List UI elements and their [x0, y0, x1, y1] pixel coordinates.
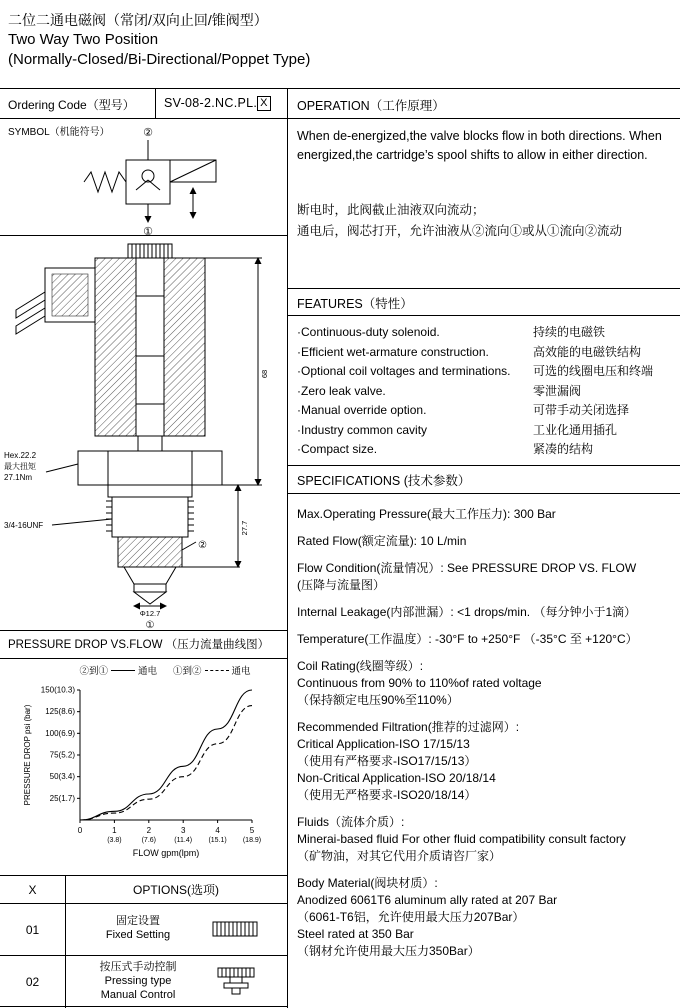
svg-text:2: 2 — [146, 826, 152, 835]
spec-flow-condition — [297, 560, 677, 594]
legend-label: 通电 — [231, 666, 251, 677]
specifications-list — [297, 506, 677, 970]
feature-zh: 工业化通用插孔 — [533, 422, 618, 437]
diameter-dim-label: Φ12.7 — [139, 609, 161, 618]
feature-zh: 高效能的电磁铁结构 — [533, 344, 642, 359]
feature-zh: 紧凑的结构 — [533, 442, 594, 456]
option-02-line-en2: Manual Control — [100, 989, 176, 1001]
ordering-code-x-box: X — [257, 96, 271, 111]
svg-text:50(3.4): 50(3.4) — [49, 772, 75, 782]
spec-line: Non-Critical Application-ISO 20/18/14 — [297, 771, 496, 785]
ordering-code-prefix: SV-08-2.NC.PL. — [164, 96, 258, 110]
spec-line: Max.Operating Pressure(最大工作压力): 300 Bar — [297, 507, 556, 521]
options-col-header: OPTIONS(选项) — [133, 883, 219, 897]
feature-en: ·Zero leak valve. — [297, 383, 386, 398]
features-section-title: FEATURES（特性） — [297, 297, 413, 311]
svg-text:25(1.7): 25(1.7) — [49, 793, 75, 803]
svg-text:0: 0 — [77, 826, 83, 835]
operation-text-zh1: 断电时，此阀截止油液双向流动； — [297, 203, 485, 217]
spec-line: （矿物油，对其它代用介质请咨厂家） — [297, 849, 502, 863]
svg-text:(7.6): (7.6) — [141, 837, 157, 844]
feature-item — [297, 401, 673, 421]
operation-section-title: OPERATION（工作原理） — [297, 99, 445, 113]
feature-zh: 可选的线圈电压和终端 — [533, 364, 654, 378]
feature-item — [297, 362, 673, 382]
feature-en: ·Compact size. — [297, 442, 378, 456]
svg-text:75(5.2): 75(5.2) — [49, 750, 75, 760]
spec-line: Coil Rating(线圈等级）: — [297, 659, 424, 673]
feature-item — [297, 343, 673, 363]
operation-text-zh2: 通电后，阀芯打开，允许油液从②流向①或从①流向②流动 — [297, 224, 623, 238]
valve-cross-section-drawing — [0, 236, 287, 629]
feature-item — [297, 323, 673, 343]
threaded-section — [112, 497, 188, 537]
feature-en: ·Manual override option. — [297, 403, 427, 417]
option-02-code: 02 — [25, 974, 40, 989]
spec-coil-rating — [297, 658, 677, 709]
ordering-code-label: Ordering Code（型号） — [8, 98, 135, 112]
pressure-drop-section-title: PRESSURE DROP VS.FLOW （压力流量曲线图） — [8, 639, 270, 651]
svg-text:PRESSURE DROP psi (bar): PRESSURE DROP psi (bar) — [23, 704, 32, 806]
feature-en: ·Continuous-duty solenoid. — [297, 325, 440, 339]
spec-line: Critical Application-ISO 17/15/13 — [297, 737, 470, 751]
pressure-flow-chart — [0, 680, 287, 864]
feature-en: ·Industry common cavity — [297, 422, 428, 437]
divider — [287, 493, 680, 494]
spec-line: Minerai-based fluid For other fluid compatibility consult factory — [297, 832, 626, 846]
legend-label: 通电 — [137, 666, 157, 677]
feature-item — [297, 440, 673, 460]
feature-zh: 零泄漏阀 — [533, 383, 582, 398]
coil-core-tube — [136, 258, 164, 436]
spec-line: Steel rated at 350 Bar — [297, 927, 414, 941]
svg-text:125(8.6): 125(8.6) — [45, 707, 75, 717]
spec-filtration — [297, 719, 677, 804]
spec-line: Continuous from 90% to 110%of rated voltage — [297, 676, 542, 690]
spec-rated-flow — [297, 533, 677, 550]
spec-body-material — [297, 875, 677, 960]
dashed-line-sample — [205, 670, 229, 671]
legend-item-solid — [79, 663, 157, 677]
option-01-line-en: Fixed Setting — [105, 929, 171, 941]
spec-line: Body Material(阀块材质）: — [297, 876, 438, 890]
spec-line: (压降与流量图） — [297, 578, 385, 592]
svg-text:(3.8): (3.8) — [107, 837, 122, 844]
divider — [0, 630, 287, 631]
manual-control-icon — [214, 966, 258, 996]
spec-line: （使用无严格要求-ISO20/18/14） — [297, 788, 477, 802]
subtitle-en: (Normally-Closed/Bi-Directional/Poppet Type) — [8, 51, 311, 68]
option-01-label — [68, 914, 208, 942]
spec-max-pressure — [297, 506, 677, 523]
feature-zh: 持续的电磁铁 — [533, 325, 606, 339]
feature-en: ·Efficient wet-armature construction. — [297, 344, 489, 359]
legend-route: ①到② — [173, 666, 202, 677]
hex-nut — [78, 451, 222, 485]
option-01-line-zh: 固定设置 — [116, 915, 160, 927]
option-02-line-zh: 按压式手动控制 — [99, 961, 177, 973]
symbol-section-label: SYMBOL（机能符号） — [8, 127, 110, 138]
divider — [0, 658, 287, 659]
spec-line: （钢材允许使用最大压力350Bar） — [297, 944, 480, 958]
port-1-label: ① — [145, 620, 155, 629]
spec-line: （使用有严格要求-ISO17/15/13） — [297, 754, 477, 768]
spec-line: Temperature(工作温度）: -30°F to +250°F （-35°C 至 +120°C） — [297, 632, 638, 646]
divider — [287, 315, 680, 316]
title-en: Two Way Two Position — [8, 31, 159, 48]
svg-text:3: 3 — [180, 826, 186, 835]
option-02-line-en1: Pressing type — [104, 975, 172, 987]
thread-spec-label: 3/4-16UNF — [4, 521, 44, 530]
svg-text:150(10.3): 150(10.3) — [40, 685, 75, 695]
fixed-setting-icon — [212, 921, 258, 937]
svg-text:(15.1): (15.1) — [208, 837, 227, 844]
symbol-port-2-label: ② — [143, 127, 153, 139]
title-zh: 二位二通电磁阀（常闭/双向止回/锥阀型） — [8, 12, 268, 28]
solid-line-sample — [111, 670, 135, 671]
spec-fluids — [297, 814, 677, 865]
height-dim-label: 68 — [260, 369, 269, 379]
svg-text:1: 1 — [112, 826, 117, 835]
spec-line: Recommended Filtration(推荐的过滤网）: — [297, 720, 520, 734]
manual-override-nut — [128, 244, 172, 258]
feature-en: ·Optional coil voltages and terminations. — [297, 364, 511, 378]
spec-internal-leakage — [297, 604, 677, 621]
svg-text:FLOW gpm(lpm): FLOW gpm(lpm) — [132, 848, 200, 858]
feature-item — [297, 382, 673, 402]
specifications-section-title: SPECIFICATIONS (技术参数） — [297, 474, 471, 488]
spec-line: Rated Flow(额定流量): 10 L/min — [297, 534, 467, 548]
option-01-code: 01 — [25, 922, 40, 937]
hex-dim-label: Hex.22.2 — [4, 451, 37, 460]
divider — [0, 118, 680, 119]
torque-value-label: 27.1Nm — [4, 473, 33, 482]
option-02-label — [68, 960, 208, 1002]
operation-text-en: When de-energized,the valve blocks flow in both directions. When energized,the cartridge’s spool shifts to allow in either direction. — [297, 129, 662, 162]
torque-label-zh: 最大扭矩 — [4, 462, 36, 471]
spec-temperature — [297, 631, 677, 648]
divider — [287, 288, 680, 289]
valve-lower-body — [118, 537, 182, 567]
feature-item — [297, 421, 673, 441]
features-list — [297, 323, 673, 460]
spec-line: （保持额定电压90%至110%） — [297, 693, 459, 707]
legend-route: ②到① — [79, 666, 108, 677]
chart-legend — [50, 663, 280, 677]
spec-line: Flow Condition(流量情况）: See PRESSURE DROP VS. FLOW — [297, 561, 637, 575]
svg-text:(11.4): (11.4) — [174, 837, 193, 844]
svg-text:100(6.9): 100(6.9) — [45, 728, 75, 738]
spec-line: Internal Leakage(内部泄漏）: <1 drops/min. （每分钟小于1滴） — [297, 605, 637, 619]
valve-symbol-diagram — [28, 124, 258, 236]
column-divider — [287, 88, 288, 1008]
svg-text:5: 5 — [249, 826, 255, 835]
poppet-tip — [134, 592, 166, 604]
divider — [155, 88, 156, 118]
spec-line: （6061-T6铝，允许使用最大压力207Bar） — [297, 910, 525, 924]
divider — [0, 88, 680, 89]
port-2-label: ② — [198, 540, 207, 551]
options-col-x-header: X — [28, 882, 37, 897]
symbol-port-1-label: ① — [143, 226, 153, 236]
divider — [287, 465, 680, 466]
length-dim-label: 27.7 — [240, 520, 249, 536]
spring-symbol — [84, 172, 126, 192]
feature-zh: 可带手动关闭选择 — [533, 403, 630, 417]
svg-text:4: 4 — [215, 826, 220, 835]
spec-line: Fluids（流体介质）: — [297, 815, 405, 829]
svg-text:(18.9): (18.9) — [242, 837, 262, 844]
ordering-code-value — [164, 96, 271, 111]
legend-item-dashed — [173, 663, 251, 677]
spec-line: Anodized 6061T6 aluminum ally rated at 207 Bar — [297, 893, 558, 907]
